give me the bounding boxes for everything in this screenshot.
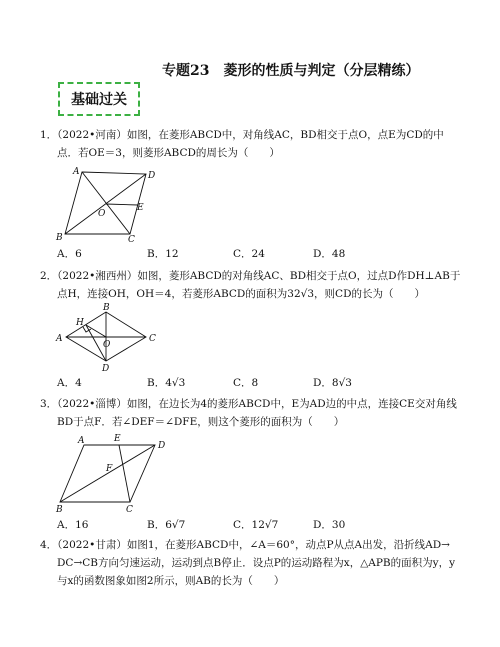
q3-line-2: BD于点F．若∠DEF＝∠DFE，则这个菱形的面积为（ ） <box>57 416 345 428</box>
q1-option-b[interactable]: B．12 <box>147 248 179 260</box>
q3-label-a: A <box>78 436 85 446</box>
q1-label-b: B <box>56 233 63 243</box>
q2-option-d[interactable]: D．8√3 <box>313 377 352 389</box>
q1-option-c[interactable]: C．24 <box>233 248 265 260</box>
q4-line-2: DC→CB方向匀速运动，运动到点B停止．设点P的运动路程为x，△APB的面积为y，y <box>57 557 456 569</box>
q2-option-a[interactable]: A．4 <box>57 377 82 389</box>
q4-line-3: 与x的函数图象如图2所示，则AB的长为（ ） <box>57 575 285 587</box>
q1-label-e: E <box>137 203 144 213</box>
q1-line-2: 点．若OE＝3，则菱形ABCD的周长为（ ） <box>57 147 280 159</box>
q2-label-c: C <box>149 334 156 344</box>
q1-line-1: 1．（2022•河南）如图，在菱形ABCD中，对角线AC，BD相交于点O，点E为CD的中 <box>40 129 444 141</box>
q2-label-h: H <box>76 318 84 328</box>
q1-label-o: O <box>98 209 106 219</box>
q1-option-d[interactable]: D．48 <box>313 248 346 260</box>
q3-label-e: E <box>114 434 121 444</box>
q3-option-d[interactable]: D．30 <box>313 519 346 531</box>
q3-segment-ce <box>119 445 130 502</box>
q3-option-c[interactable]: C．12√7 <box>233 519 279 531</box>
q3-line-1: 3．（2022•淄博）如图，在边长为4的菱形ABCD中，E为AD边的中点，连接CE交对角线 <box>40 398 457 410</box>
q3-option-b[interactable]: B．6√7 <box>147 519 186 531</box>
q2-option-b[interactable]: B．4√3 <box>147 377 186 389</box>
page-title: 专题23 菱形的性质与判定（分层精练） <box>162 63 420 79</box>
q3-options <box>57 518 477 532</box>
q1-option-a[interactable]: A．6 <box>57 248 82 260</box>
q2-line-2: 点H，连接OH，OH＝4，若菱形ABCD的面积为32√3，则CD的长为（ ） <box>57 288 425 300</box>
q1-label-d: D <box>148 171 156 181</box>
q3-label-d: D <box>158 441 166 451</box>
q2-line-1: 2．（2022•湘西州）如图，菱形ABCD的对角线AC、BD相交于点O，过点D作DH⊥AB于 <box>40 270 461 282</box>
q2-label-a: A <box>56 334 63 344</box>
q2-label-b: B <box>103 303 110 313</box>
q3-label-f: F <box>106 464 113 474</box>
q1-label-c: C <box>128 235 135 245</box>
q2-label-d: D <box>102 364 110 374</box>
q1-label-a: A <box>73 167 80 177</box>
q2-option-c[interactable]: C．8 <box>233 377 259 389</box>
q4-line-1: 4．（2022•甘肃）如图1，在菱形ABCD中，∠A＝60°，动点P从点A出发，沿折线AD→ <box>40 539 450 551</box>
q3-label-b: B <box>56 505 63 515</box>
q2-label-o: O <box>103 340 111 350</box>
q3-label-c: C <box>126 505 133 515</box>
q3-option-a[interactable]: A．16 <box>57 519 89 531</box>
section-badge: 基础过关 <box>58 82 140 116</box>
